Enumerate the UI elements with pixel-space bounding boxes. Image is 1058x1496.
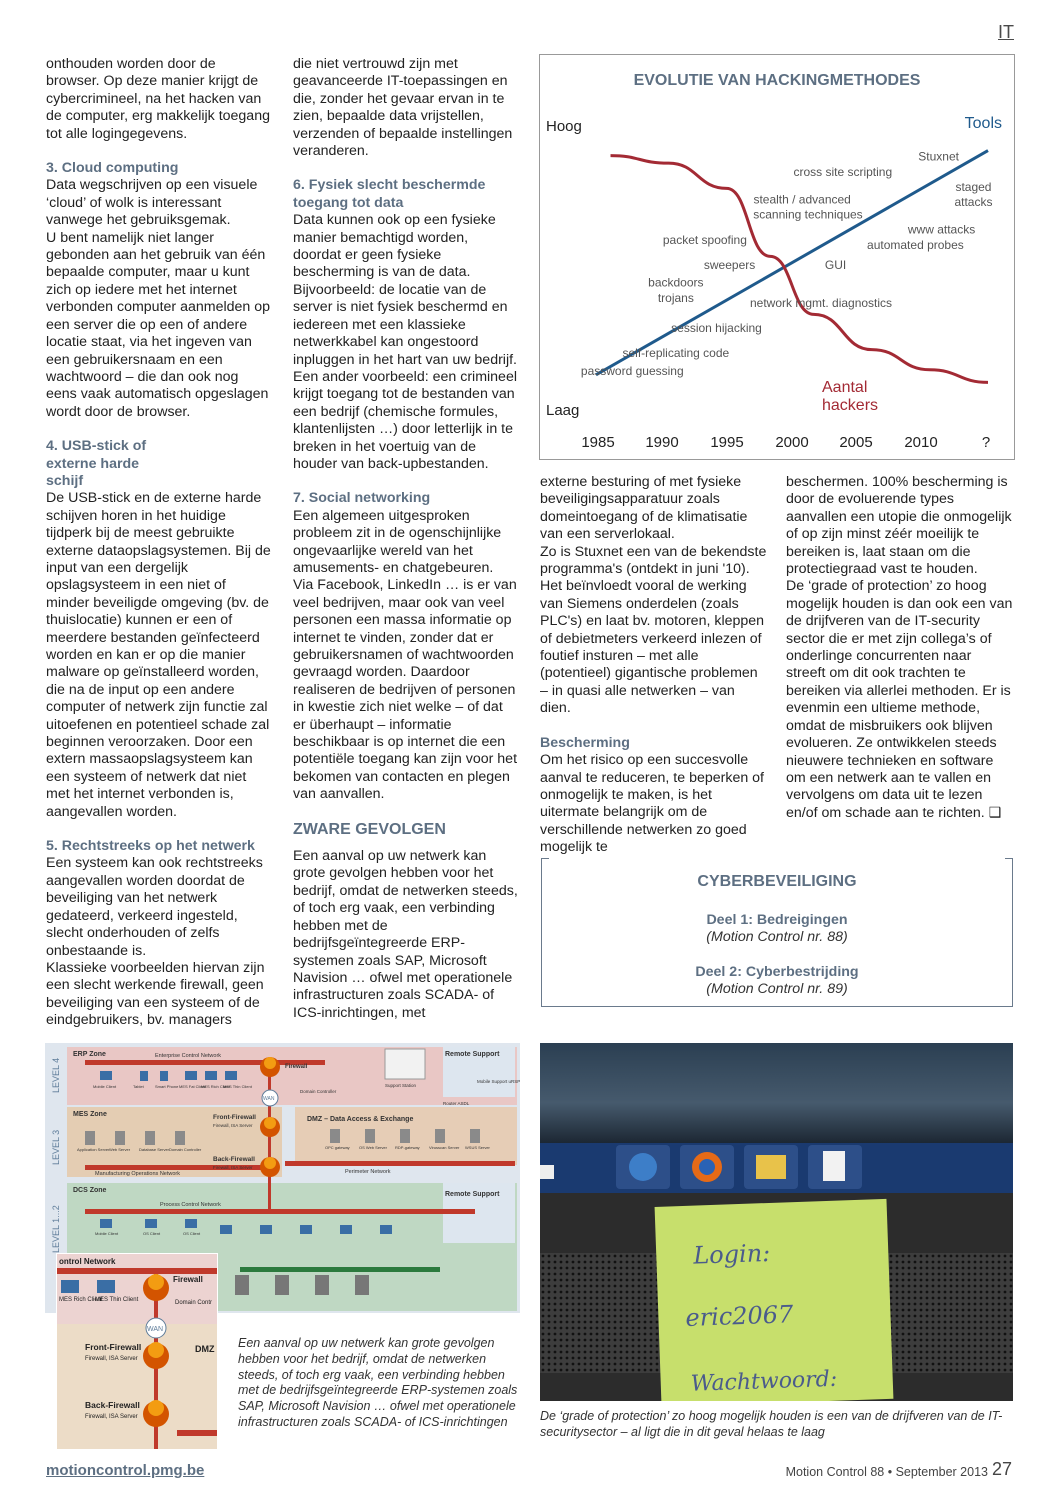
level-label: LEVEL 4 bbox=[51, 1057, 61, 1093]
footer-magazine: Motion Control 88 • September 2013 bbox=[785, 1465, 988, 1479]
paragraph-text: De ‘grade of protection’ zo hoog mogelijk houden is dan ook een van de drijfveren van de IT-security sector die er met zijn collega’s of onderlinge concurrenten naar streeft om dit ook trachten te bereiken via allerlei methoden. Er is evenmin een ultieme methode, omdat de misbruikers ook blijven evolueren. Ze ontwikkelen steeds nieuwere technieken en software om een netwerk aan te vallen en vervolgens om data uit te lezen en/of om schade aan te richten. bbox=[786, 578, 1013, 821]
device-label: MES Rich Client bbox=[201, 1084, 231, 1089]
folder-glyph bbox=[756, 1155, 786, 1179]
section-tag: IT bbox=[998, 22, 1014, 42]
box-frame-top bbox=[541, 858, 549, 859]
series-label-hackers: Aantal bbox=[822, 379, 868, 396]
server-label: OS Web Server bbox=[359, 1145, 387, 1150]
y-label-high: Hoog bbox=[546, 118, 582, 135]
zone-label: MES Zone bbox=[73, 1111, 107, 1118]
monitor-photo-svg bbox=[540, 1043, 1013, 1401]
paragraph: U bent namelijk niet langer gebonden aan het gebruik van één bepaalde computer, maar u kunt zich op iedere met het internet verbonden computer aanmelden op een server die op een of andere locatie staat, via het ingeven van een gebruikersnaam en een wachtwoord – die dan ook nog eens vaak automatisch opgeslagen wordt door de browser. bbox=[46, 229, 271, 420]
chart-annotation: password guessing bbox=[580, 363, 684, 378]
monitor-bezel bbox=[540, 1043, 1013, 1143]
y-label-low: Laag bbox=[546, 402, 580, 419]
note-line: Wachtwoord: bbox=[690, 1366, 838, 1397]
network-label: Process Control Network bbox=[160, 1202, 221, 1208]
device-label: MES Fat Client bbox=[179, 1084, 206, 1089]
zone-label: ERP Zone bbox=[73, 1051, 106, 1058]
chart-annotation: trojans bbox=[657, 290, 694, 305]
inset-wan-label: WAN bbox=[147, 1326, 164, 1333]
chart-annotation: automated probes bbox=[867, 237, 964, 252]
inset-client-label: MES Rich Client bbox=[59, 1297, 103, 1303]
page-number: 27 bbox=[991, 1459, 1012, 1479]
chart-annotation: packet spoofing bbox=[662, 232, 747, 247]
chart-annotation: sweepers bbox=[703, 258, 756, 272]
network-label: Perimeter Network bbox=[345, 1169, 391, 1175]
article-column-2 bbox=[293, 56, 519, 1022]
chart-annotation: Stuxnet bbox=[918, 149, 959, 164]
paragraph: die niet vertrouwd zijn met geavanceerde IT-toepassingen en die, zonder het gevaar ervan in te zien, bepaalde data vrijstellen, verzenden of bepaalde instellingen veranderen. bbox=[293, 56, 513, 160]
x-tick-label: 2010 bbox=[904, 434, 938, 451]
paragraph bbox=[786, 578, 1014, 822]
device-label: Mobile Client bbox=[93, 1084, 117, 1089]
server-label: RDP-gateway bbox=[395, 1145, 420, 1150]
sticky-note bbox=[655, 1199, 894, 1401]
device-label: OS Client bbox=[183, 1231, 201, 1236]
chart-annotation: GUI bbox=[824, 258, 847, 272]
article-column-3 bbox=[540, 474, 768, 857]
hacking-evolution-chart bbox=[539, 54, 1015, 460]
firewall-icon bbox=[260, 1117, 280, 1137]
inset-front-firewall: Front-Firewall bbox=[85, 1342, 142, 1352]
wan-label: WAN bbox=[263, 1096, 275, 1102]
level-label: LEVEL 3 bbox=[51, 1129, 61, 1165]
end-mark: ❑ bbox=[988, 804, 1002, 821]
paragraph: De USB-stick en de externe harde schijven horen in het huidige tijdperk bij de meest gebruikte externe dataopslagsystemen. Bij de input van een dergelijk opslagsysteem in een niet of minder beveiligde omgeving (bv. de thuislocatie) kunnen er een of meerdere bestanden geïnfecteerd worden en kan er op die manier malware op geïnstalleerd worden, die na de input op een andere computer of netwerk zijn functie zal uitoefenen en potentieel schade zal beginnen veroorzaken. Door een extern massaopslagsysteem kan een systeem of netwerk dat niet met het internet verbonden is, aangevallen worden. bbox=[46, 490, 271, 820]
x-tick-label: 2005 bbox=[839, 434, 873, 451]
subheading-usb: 4. USB-stick of externe harde schijf bbox=[46, 438, 147, 489]
inset-back-sub: Firewall, ISA Server bbox=[85, 1414, 138, 1420]
chart-annotation: network mgmt. diagnostics bbox=[750, 295, 893, 310]
note-line: Login: bbox=[692, 1238, 771, 1270]
server-label: Virusscan Server bbox=[429, 1145, 460, 1150]
firewall-sub: Firewall, ISA Server bbox=[213, 1165, 253, 1170]
document-glyph bbox=[823, 1151, 845, 1181]
paragraph: Een algemeen uitgesproken probleem zit in de ogenschijnlijke ongevaarlijke wereld van het amusements- en chatgebeuren. bbox=[293, 507, 502, 576]
firewall-label: Firewall bbox=[285, 1064, 308, 1070]
remote-label: Remote Support bbox=[445, 1051, 500, 1058]
x-tick-label: 1990 bbox=[645, 434, 679, 451]
series-label-hackers: hackers bbox=[822, 397, 879, 414]
firewall-icon bbox=[260, 1157, 280, 1177]
chart-annotation: cross site scripting bbox=[793, 164, 893, 179]
paragraph: Via Facebook, LinkedIn … is er van veel bedrijven, maar ook van veel personen een massa informatie op internet te vinden, zonder dat er gebruikersnamen of wachtwoorden gevraagd worden. Daardoor realiseren de bedrijven of personen in kwestie zich niet welke – of dat er überhaupt – informatie beschikbaar is op internet die een potentiële toegang kan zijn voor het bekomen van contacten en plegen van aanvallen. bbox=[293, 577, 518, 803]
network-bar bbox=[85, 1209, 475, 1214]
thunderbird-glyph bbox=[629, 1153, 657, 1181]
x-tick-label: ? bbox=[981, 434, 991, 451]
server-label: WSUS Server bbox=[465, 1145, 490, 1150]
subheading-cloud: 3. Cloud computing bbox=[46, 160, 179, 177]
server-label: Domain Controller bbox=[169, 1147, 202, 1152]
network-label: Enterprise Control Network bbox=[155, 1053, 222, 1059]
device-label: MES Thin Client bbox=[223, 1084, 252, 1089]
chart-annotation: attacks bbox=[954, 195, 993, 209]
network-label: Manufacturing Operations Network bbox=[95, 1171, 180, 1177]
chart-annotation: stealth / advanced bbox=[753, 192, 851, 207]
cyber-series-box bbox=[541, 858, 1013, 1008]
monitor-photo bbox=[540, 1043, 1013, 1401]
x-tick-label: 1985 bbox=[581, 434, 615, 451]
subheading-network: 5. Rechtstreeks op het netwerk bbox=[46, 838, 255, 855]
article-column-1 bbox=[46, 56, 272, 1030]
chart-annotation: backdoors bbox=[648, 275, 704, 290]
box-frame-top bbox=[1005, 858, 1013, 859]
chart-annotation: self-replicating code bbox=[622, 346, 730, 361]
paragraph: Data wegschrijven op een visuele ‘cloud’ of wolk is interessant vanwege het gebruiksgemak. bbox=[46, 177, 258, 229]
firewall-sub: Firewall, ISA Server bbox=[213, 1123, 253, 1128]
firewall-label: Back-Firewall bbox=[213, 1156, 255, 1163]
firewall-icon bbox=[260, 1057, 280, 1077]
chart-annotation: session hijacking bbox=[671, 321, 762, 335]
network-diagram-inset bbox=[56, 1253, 218, 1450]
device-label: Tablet bbox=[133, 1084, 144, 1089]
chart-annotation: www attacks bbox=[907, 222, 976, 237]
remote-label: Remote Support bbox=[445, 1191, 500, 1198]
device-label: Mobile Client bbox=[95, 1231, 119, 1236]
inset-network-label: ontrol Network bbox=[59, 1257, 116, 1266]
paragraph: Zo is Stuxnet een van de bekendste programma's (ontdekt in juni '10). Het beïnvloedt vooral de werking van Siemens onderdelen (zoals PLC's) en laat bv. motoren, kleppen of debietmeters verkeerd inlezen of foutief insturen – met alle (potentieel) gigantische problemen – in quasi alle netwerken – van dien. bbox=[540, 543, 767, 717]
paragraph: Om het risico op een succesvolle aanval te reduceren, te beperken of onmogelijk te maken, is het uitermate belangrijk om de verschillende netwerken zo goed mogelijk te bbox=[540, 752, 765, 856]
paragraph: Data kunnen ook op een fysieke manier bemachtigd worden, doordat er geen fysieke bescherming is van de data. Bijvoorbeeld: de locatie van de server is niet fysiek beschermd en iedereen met een klassieke netwerkkabel kan ongestoord inpluggen in het hart van uw bedrijf. Een ander voorbeeld: een crimineel krijgt toegang tot de bestanden van een bedrijf (chemische formules, klantenlijsten …) door letterlijk in te breken in het voertuig van de houder van back-upbestanden. bbox=[293, 212, 517, 472]
support-station-box bbox=[385, 1049, 425, 1079]
server-label: Web Server bbox=[109, 1147, 131, 1152]
box-title: CYBERBEVEILIGING bbox=[697, 873, 857, 890]
article-column-4 bbox=[786, 474, 1014, 822]
inset-dmz-label: DMZ bbox=[195, 1344, 215, 1354]
support-label: Support Station bbox=[385, 1083, 417, 1088]
part2-ref: (Motion Control nr. 89) bbox=[706, 981, 848, 997]
inset-front-sub: Firewall, ISA Server bbox=[85, 1356, 138, 1362]
network-bar bbox=[285, 1161, 515, 1166]
field-bus-bar bbox=[240, 1267, 440, 1272]
diagram-caption: Een aanval op uw netwerk kan grote gevolgen hebben voor het bedrijf, omdat de netwerken steeds, of toch erg vaak, een verbinding hebben met de bedrijfsgeïntegreerde ERP-systemen zoals SAP, Microsoft Navision … ofwel met operationele infrastructuren zoals SCADA- of ICS-inrichtingen bbox=[238, 1336, 518, 1429]
part1-title: Deel 1: Bedreigingen bbox=[706, 912, 848, 928]
photo-caption: De ‘grade of protection’ zo hoog mogelijk houden is een van de drijfveren van de IT-securitysector – al ligt die in dit geval helaas te laag bbox=[540, 1409, 1003, 1439]
part1-ref: (Motion Control nr. 88) bbox=[706, 929, 848, 945]
chart-annotation: staged bbox=[955, 179, 992, 194]
chart-annotation: scanning techniques bbox=[753, 207, 863, 222]
x-tick-label: 1995 bbox=[710, 434, 744, 451]
firewall-label: Front-Firewall bbox=[213, 1114, 256, 1121]
device-label: OS Client bbox=[143, 1231, 161, 1236]
paragraph: Een systeem kan ook rechtstreeks aangevallen worden doordat de beveiliging van het netwerk gedateerd, verkeerd ingesteld, slecht onderhouden of zelfs onbestaande is. bbox=[46, 855, 263, 959]
subheading-physical: 6. Fysiek slecht beschermde toegang tot data bbox=[293, 177, 486, 211]
paragraph: Klassieke voorbeelden hiervan zijn een slecht werkende firewall, geen beveiliging van een systeem of de eindgebruikers, bv. managers bbox=[46, 959, 265, 1029]
server-label: Application Server bbox=[77, 1147, 110, 1152]
router-label: Router ASDL bbox=[443, 1101, 470, 1106]
paragraph: beschermen. 100% bescherming is door de evoluerende types aanvallen een utopie die onmogelijk of op zijn minst zéér moeilijk te bereiken is, laat staan om die protectiegraad vast te houden. bbox=[786, 474, 1012, 578]
inset-network-bar bbox=[177, 1430, 217, 1436]
mobile-support-label: Mobile Support uRSP bbox=[477, 1079, 520, 1084]
series-line-tools bbox=[596, 151, 988, 375]
footer-url[interactable]: motioncontrol.pmg.be bbox=[46, 1462, 205, 1479]
inset-domain-label: Domain Contr bbox=[175, 1300, 213, 1306]
level-label: LEVEL 1...2 bbox=[51, 1205, 61, 1253]
paragraph: externe besturing of met fysieke beveiligingsapparatuur zoals domeintoegang of de klimatisatie van een serverlokaal. bbox=[540, 474, 748, 543]
firefox-globe bbox=[699, 1159, 715, 1175]
subheading-bescherming: Bescherming bbox=[540, 734, 630, 751]
zone-label: DMZ – Data Access & Exchange bbox=[307, 1116, 414, 1123]
paragraph: onthouden worden door de browser. Op deze manier krijgt de cybercrimineel, na het hacken van de computer, erg makkelijk toegang tot alle logingegevens. bbox=[46, 56, 270, 142]
domain-controller-label: Domain Controller bbox=[300, 1089, 337, 1094]
taskbar-edge bbox=[540, 1165, 554, 1179]
inset-network-bar bbox=[57, 1268, 217, 1274]
subheading-social: 7. Social networking bbox=[293, 490, 431, 507]
part2-title: Deel 2: Cyberbestrijding bbox=[695, 964, 859, 980]
inset-back-firewall: Back-Firewall bbox=[85, 1400, 140, 1410]
zone-label: DCS Zone bbox=[73, 1187, 107, 1194]
series-label-tools: Tools bbox=[964, 115, 1002, 132]
connector-line bbox=[268, 1063, 271, 1213]
paragraph: Een aanval op uw netwerk kan grote gevolgen hebben voor het bedrijf, omdat de netwerken steeds, of toch erg vaak, een verbinding hebben met de bedrijfsgeïntegreerde ERP-systemen zoals SAP, Microsoft Navision … ofwel met operationele infrastructuren zoals SCADA- of ICS-inrichtingen, met bbox=[293, 848, 518, 1021]
device-label: Smart Phone bbox=[155, 1084, 179, 1089]
server-label: OPC gateway bbox=[325, 1145, 350, 1150]
section-heading-zware-gevolgen: ZWARE GEVOLGEN bbox=[293, 820, 446, 838]
chart-title: EVOLUTIE VAN HACKINGMETHODES bbox=[633, 72, 921, 89]
chart-svg bbox=[540, 55, 1014, 459]
inset-client-label: MES Thin Client bbox=[95, 1297, 139, 1303]
x-tick-label: 2000 bbox=[775, 434, 809, 451]
inset-svg bbox=[57, 1254, 217, 1449]
server-label: Database Server bbox=[139, 1147, 170, 1152]
note-line: eric2067 bbox=[684, 1300, 794, 1332]
inset-firewall-label: Firewall bbox=[173, 1275, 203, 1284]
